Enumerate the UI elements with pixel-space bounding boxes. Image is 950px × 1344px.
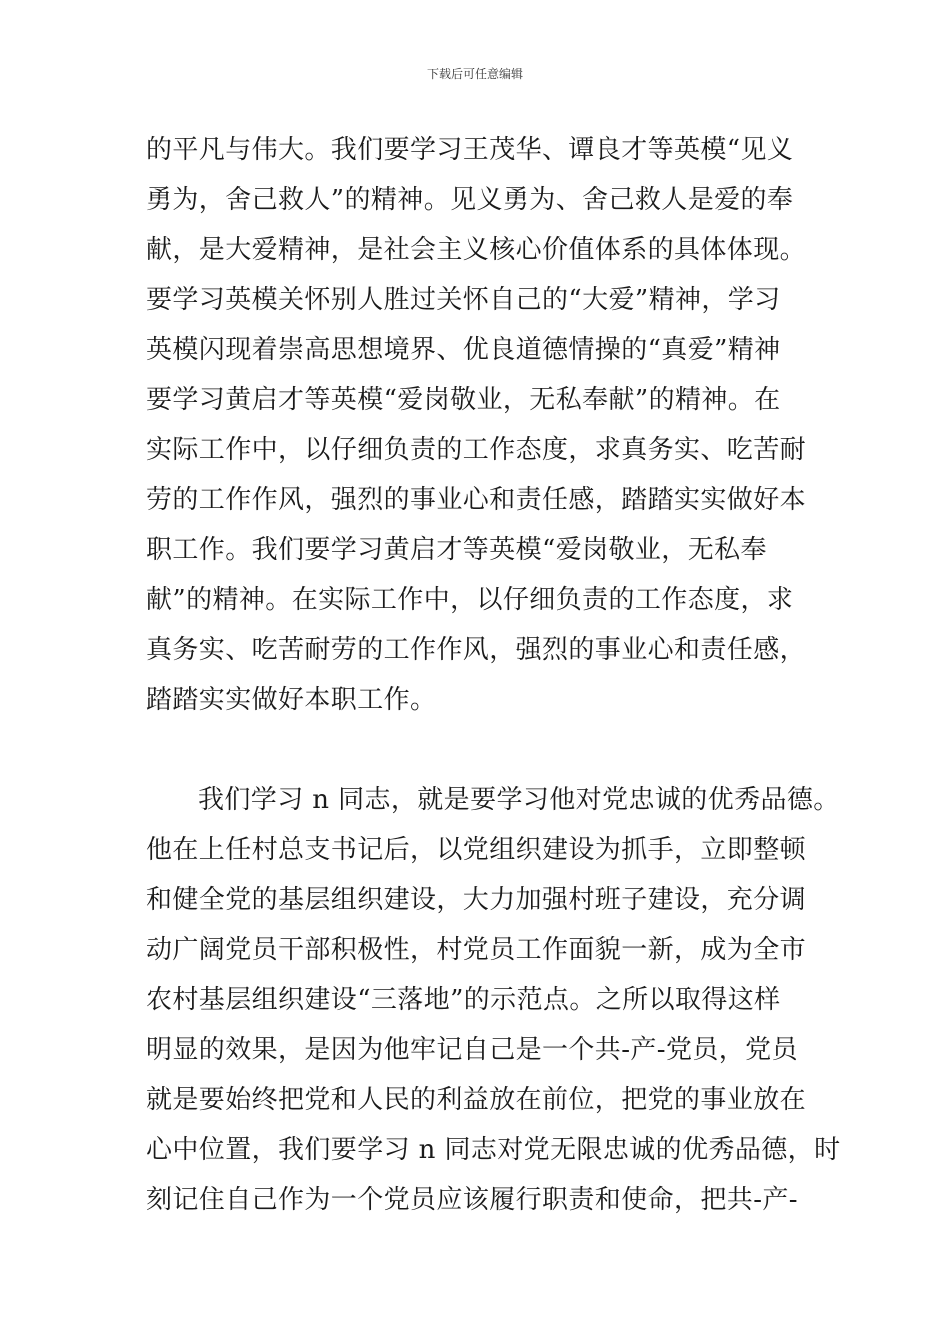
text-line: 献，是大爱精神，是社会主义核心价值体系的具体体现。 [146, 235, 807, 265]
text-line: 他在上任村总支书记后，以党组织建设为抓手，立即整顿 [146, 835, 807, 865]
text-line: 劳的工作作风，强烈的事业心和责任感，踏踏实实做好本 [146, 485, 807, 515]
page-header-note: 下载后可任意编辑 [426, 67, 523, 81]
text-line: 心中位置，我们要学习 n 同志对党无限忠诚的优秀品德，时 [146, 1135, 841, 1165]
text-line: 踏踏实实做好本职工作。 [146, 685, 437, 715]
text-line: 就是要始终把党和人民的利益放在前位，把党的事业放在 [146, 1085, 807, 1115]
text-line: 职工作。我们要学习黄启才等英模“爱岗敬业，无私奉 [146, 535, 767, 565]
text-line: 真务实、吃苦耐劳的工作作风，强烈的事业心和责任感， [146, 635, 807, 665]
body-text [146, 125, 841, 1225]
text-line: 勇为，舍己救人”的精神。见义勇为、舍己救人是爱的奉 [146, 185, 794, 215]
text-line: 和健全党的基层组织建设，大力加强村班子建设，充分调 [146, 885, 807, 915]
text-line: 要学习黄启才等英模“爱岗敬业，无私奉献”的精神。在 [146, 385, 781, 415]
text-line: 明显的效果，是因为他牢记自己是一个共-产-党员，党员 [146, 1035, 798, 1065]
text-line: 动广阔党员干部积极性，村党员工作面貌一新，成为全市 [146, 935, 807, 965]
paragraph-1 [146, 125, 826, 725]
text-line: 要学习英模关怀别人胜过关怀自己的“大爱”精神，学习 [146, 285, 781, 315]
text-line: 英模闪现着崇高思想境界、优良道德情操的“真爱”精神 [146, 335, 781, 365]
text-line: 献”的精神。在实际工作中，以仔细负责的工作态度，求 [146, 585, 794, 615]
text-line: 农村基层组织建设“三落地”的示范点。之所以取得这样 [146, 985, 781, 1015]
paragraph-2 [146, 775, 841, 1225]
paragraph-gap [146, 725, 826, 775]
text-line-indented: 我们学习 n 同志，就是要学习他对党忠诚的优秀品德。 [198, 785, 840, 815]
text-line: 的平凡与伟大。我们要学习王茂华、谭良才等英模“见义 [146, 135, 794, 165]
text-line: 刻记住自己作为一个党员应该履行职责和使命，把共-产- [146, 1185, 798, 1215]
text-line: 实际工作中，以仔细负责的工作态度，求真务实、吃苦耐 [146, 435, 807, 465]
